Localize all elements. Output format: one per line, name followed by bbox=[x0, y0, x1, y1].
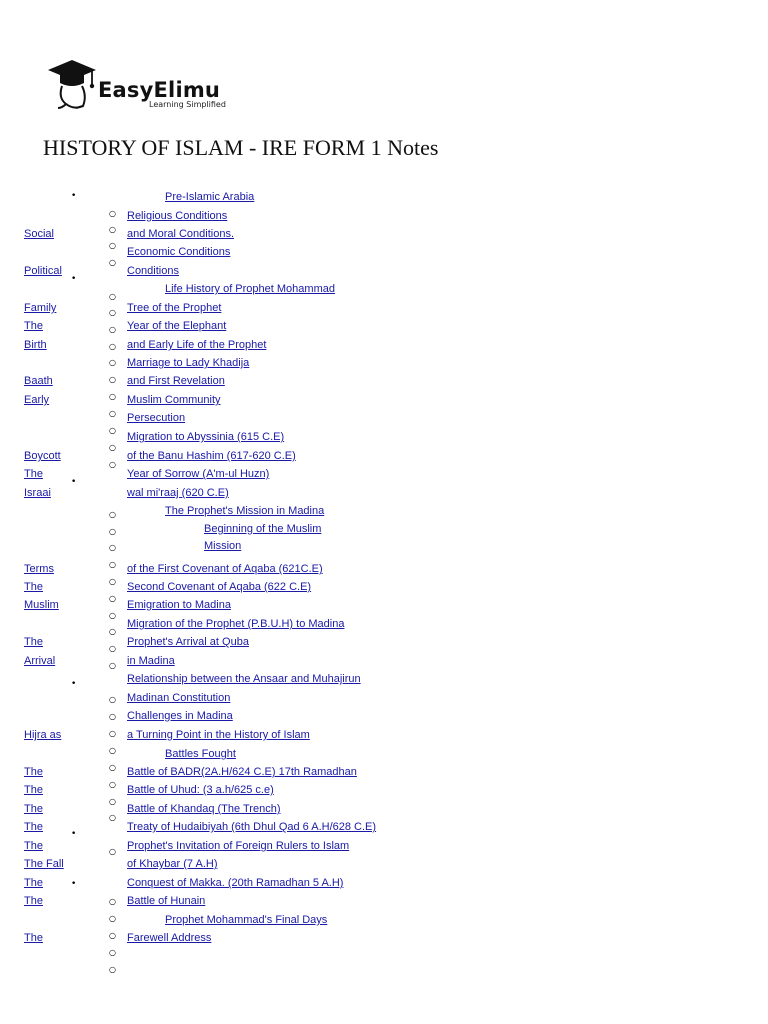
left-link-the-treaty[interactable]: The bbox=[24, 821, 43, 833]
left-link-israai[interactable]: Israai bbox=[24, 487, 51, 499]
main-link-khandaq[interactable]: Battle of Khandaq (The Trench) bbox=[127, 803, 281, 815]
main-link-conquest[interactable]: Conquest of Makka. (20th Ramadhan 5 A.H) bbox=[127, 877, 344, 889]
left-link-the-fall[interactable]: The Fall bbox=[24, 858, 64, 870]
main-link-conditions[interactable]: Conditions bbox=[127, 265, 179, 277]
circle-bullet: ○ bbox=[109, 931, 116, 940]
circle-bullet: ○ bbox=[109, 258, 116, 267]
left-link-the-second[interactable]: The bbox=[24, 581, 43, 593]
left-link-the-badr[interactable]: The bbox=[24, 766, 43, 778]
main-link-turning-point[interactable]: a Turning Point in the History of Islam bbox=[127, 729, 310, 741]
main-link-migration-madina[interactable]: Migration of the Prophet (P.B.U.H) to Madina bbox=[127, 618, 345, 630]
main-link-invitation[interactable]: Prophet's Invitation of Foreign Rulers to Islam bbox=[127, 840, 350, 852]
main-link-constitution[interactable]: Madinan Constitution bbox=[127, 692, 231, 704]
sub-link-mission[interactable]: Mission bbox=[204, 540, 242, 552]
circle-bullet: ○ bbox=[109, 426, 116, 435]
main-link-religious-conditions[interactable]: Religious Conditions bbox=[127, 210, 228, 222]
left-link-the-farewell[interactable]: The bbox=[24, 932, 43, 944]
left-link-the-uhud[interactable]: The bbox=[24, 784, 43, 796]
circle-bullet: ○ bbox=[109, 241, 116, 250]
left-link-hijra[interactable]: Hijra as bbox=[24, 729, 62, 741]
circle-bullet: ○ bbox=[109, 392, 116, 401]
left-link-baath[interactable]: Baath bbox=[24, 375, 53, 387]
circle-bullet: ○ bbox=[109, 965, 116, 974]
left-link-early[interactable]: Early bbox=[24, 394, 50, 406]
disc-bullet: • bbox=[71, 679, 77, 689]
left-link-birth[interactable]: Birth bbox=[24, 339, 47, 351]
circle-bullet: ○ bbox=[109, 308, 116, 317]
main-link-banu-hashim[interactable]: of the Banu Hashim (617-620 C.E) bbox=[127, 450, 296, 462]
left-link-family[interactable]: Family bbox=[24, 302, 57, 314]
main-link-ansaar[interactable]: Relationship between the Ansaar and Muhajirun bbox=[127, 673, 361, 685]
main-link-farewell[interactable]: Farewell Address bbox=[127, 932, 212, 944]
section-link-pre-islamic-arabia[interactable]: Pre-Islamic Arabia bbox=[165, 191, 255, 203]
brand-tagline: Learning Simplified bbox=[149, 100, 226, 109]
main-link-in-madina[interactable]: in Madina bbox=[127, 655, 175, 667]
circle-bullet: ○ bbox=[109, 527, 116, 536]
circle-bullet: ○ bbox=[109, 560, 116, 569]
left-link-arrival[interactable]: Arrival bbox=[24, 655, 56, 667]
circle-bullet: ○ bbox=[109, 763, 116, 772]
circle-bullet: ○ bbox=[109, 325, 116, 334]
circle-bullet: ○ bbox=[109, 543, 116, 552]
circle-bullet: ○ bbox=[109, 577, 116, 586]
circle-bullet: ○ bbox=[109, 695, 116, 704]
section-link-final-days[interactable]: Prophet Mohammad's Final Days bbox=[165, 914, 328, 926]
circle-bullet: ○ bbox=[109, 460, 116, 469]
disc-bullet: • bbox=[71, 477, 77, 487]
main-link-hunain[interactable]: Battle of Hunain bbox=[127, 895, 206, 907]
main-link-miraaj[interactable]: wal mi'raaj (620 C.E) bbox=[127, 487, 229, 499]
main-link-badr[interactable]: Battle of BADR(2A.H/624 C.E) 17th Ramadhan bbox=[127, 766, 357, 778]
disc-bullet: • bbox=[71, 274, 77, 284]
circle-bullet: ○ bbox=[109, 914, 116, 923]
main-link-challenges[interactable]: Challenges in Madina bbox=[127, 710, 233, 722]
circle-bullet: ○ bbox=[109, 813, 116, 822]
left-link-the-sorrow[interactable]: The bbox=[24, 468, 43, 480]
circle-bullet: ○ bbox=[109, 358, 116, 367]
circle-bullet: ○ bbox=[109, 797, 116, 806]
circle-bullet: ○ bbox=[109, 661, 116, 670]
left-link-political[interactable]: Political bbox=[24, 265, 62, 277]
circle-bullet: ○ bbox=[109, 847, 116, 856]
main-link-first-covenant[interactable]: of the First Covenant of Aqaba (621C.E) bbox=[127, 563, 323, 575]
circle-bullet: ○ bbox=[109, 510, 116, 519]
main-link-elephant[interactable]: Year of the Elephant bbox=[127, 320, 227, 332]
circle-bullet: ○ bbox=[109, 375, 116, 384]
main-link-early-life[interactable]: and Early Life of the Prophet bbox=[127, 339, 267, 351]
left-link-terms[interactable]: Terms bbox=[24, 563, 54, 575]
main-link-emigration[interactable]: Emigration to Madina bbox=[127, 599, 231, 611]
main-link-year-of-sorrow[interactable]: Year of Sorrow (A'm-ul Huzn) bbox=[127, 468, 270, 480]
circle-bullet: ○ bbox=[109, 342, 116, 351]
left-link-social[interactable]: Social bbox=[24, 228, 54, 240]
section-link-battles-fought[interactable]: Battles Fought bbox=[165, 748, 236, 760]
left-link-muslim[interactable]: Muslim bbox=[24, 599, 59, 611]
circle-bullet: ○ bbox=[109, 409, 116, 418]
main-link-revelation[interactable]: and First Revelation bbox=[127, 375, 225, 387]
main-link-persecution[interactable]: Persecution bbox=[127, 412, 186, 424]
left-link-the-invitation[interactable]: The bbox=[24, 840, 43, 852]
left-link-boycott[interactable]: Boycott bbox=[24, 450, 61, 462]
circle-bullet: ○ bbox=[109, 209, 116, 218]
circle-bullet: ○ bbox=[109, 443, 116, 452]
main-link-quba[interactable]: Prophet's Arrival at Quba bbox=[127, 636, 249, 648]
main-link-abyssinia[interactable]: Migration to Abyssinia (615 C.E) bbox=[127, 431, 285, 443]
main-link-hudaibiyah[interactable]: Treaty of Hudaibiyah (6th Dhul Qad 6 A.H/628 C.E) bbox=[127, 821, 377, 833]
main-link-economic-conditions[interactable]: Economic Conditions bbox=[127, 246, 231, 258]
main-link-khaybar[interactable]: of Khaybar (7 A.H) bbox=[127, 858, 218, 870]
circle-bullet: ○ bbox=[109, 225, 116, 234]
circle-bullet: ○ bbox=[109, 627, 116, 636]
circle-bullet: ○ bbox=[109, 644, 116, 653]
disc-bullet: • bbox=[71, 879, 77, 889]
left-link-the-khandaq[interactable]: The bbox=[24, 803, 43, 815]
main-link-tree[interactable]: Tree of the Prophet bbox=[127, 302, 222, 314]
disc-bullet: • bbox=[71, 829, 77, 839]
circle-bullet: ○ bbox=[109, 712, 116, 721]
sub-link-beginning[interactable]: Beginning of the Muslim bbox=[204, 523, 322, 535]
disc-bullet: • bbox=[71, 191, 77, 201]
main-link-uhud[interactable]: Battle of Uhud: (3 a.h/625 c.e) bbox=[127, 784, 274, 796]
left-link-the-prophet[interactable]: The bbox=[24, 636, 43, 648]
circle-bullet: ○ bbox=[109, 292, 116, 301]
circle-bullet: ○ bbox=[109, 897, 116, 906]
circle-bullet: ○ bbox=[109, 611, 116, 620]
section-link-life-history[interactable]: Life History of Prophet Mohammad bbox=[165, 283, 335, 295]
left-link-the-conquest[interactable]: The bbox=[24, 877, 43, 889]
circle-bullet: ○ bbox=[109, 780, 116, 789]
main-link-second-covenant[interactable]: Second Covenant of Aqaba (622 C.E) bbox=[127, 581, 312, 593]
left-link-the-hunain[interactable]: The bbox=[24, 895, 43, 907]
document-title: HISTORY OF ISLAM - IRE FORM 1 Notes bbox=[43, 135, 439, 160]
circle-bullet: ○ bbox=[109, 729, 116, 738]
main-link-muslim-community[interactable]: Muslim Community bbox=[127, 394, 221, 406]
brand-name: EasyElimu bbox=[98, 78, 221, 102]
circle-bullet: ○ bbox=[109, 746, 116, 755]
circle-bullet: ○ bbox=[109, 948, 116, 957]
main-link-moral-conditions[interactable]: and Moral Conditions. bbox=[127, 228, 235, 240]
left-link-the-year[interactable]: The bbox=[24, 320, 43, 332]
section-link-mission-madina[interactable]: The Prophet's Mission in Madina bbox=[165, 505, 325, 517]
circle-bullet: ○ bbox=[109, 594, 116, 603]
main-link-khadija[interactable]: Marriage to Lady Khadija bbox=[127, 357, 250, 369]
